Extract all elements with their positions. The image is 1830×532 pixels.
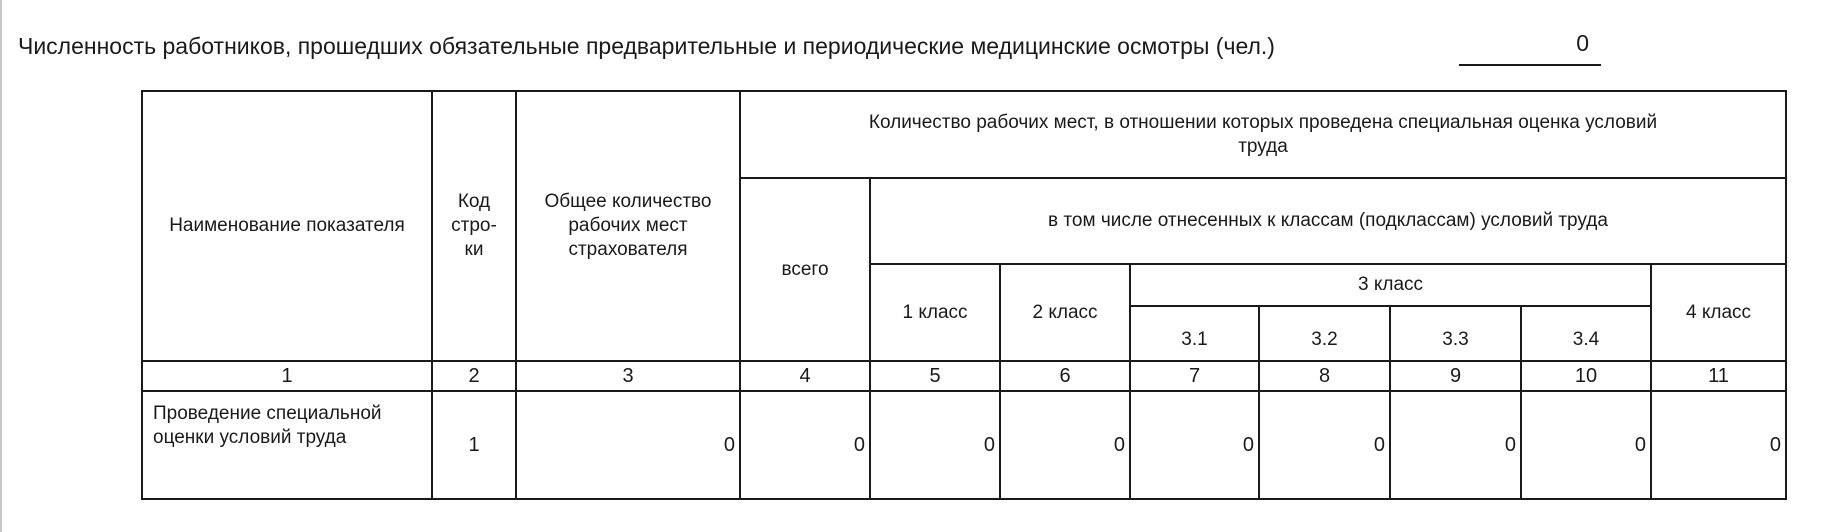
- cell-class1[interactable]: 0: [870, 391, 1000, 499]
- cell-class3-2[interactable]: 0: [1259, 391, 1390, 499]
- cell-class3-3[interactable]: 0: [1390, 391, 1521, 499]
- page-left-border: [0, 0, 2, 532]
- column-number: 10: [1521, 361, 1651, 391]
- header-class3-3: 3.3: [1390, 306, 1521, 361]
- special-assessment-table: [141, 90, 1787, 500]
- row-code: 1: [432, 391, 516, 499]
- column-number: 2: [432, 361, 516, 391]
- cell-total[interactable]: 0: [740, 391, 870, 499]
- header-class3-1: 3.1: [1130, 306, 1259, 361]
- header-class2: 2 класс: [1000, 264, 1130, 361]
- header-class1: 1 класс: [870, 264, 1000, 361]
- header-class3: 3 класс: [1130, 264, 1651, 306]
- column-number: 8: [1259, 361, 1390, 391]
- table-row: [142, 391, 1786, 499]
- header-by-class-group: в том числе отнесенных к классам (подклассам) условий труда: [870, 178, 1786, 264]
- column-number: 11: [1651, 361, 1786, 391]
- header-code-text: Код стро- ки: [451, 191, 497, 260]
- row-name: Проведение специальной оценки условий труда: [142, 391, 432, 499]
- cell-class3-1[interactable]: 0: [1130, 391, 1259, 499]
- medical-exam-value: 0: [1576, 30, 1589, 56]
- column-number: 5: [870, 361, 1000, 391]
- medical-exam-value-field[interactable]: [1459, 28, 1601, 58]
- cell-class3-4[interactable]: 0: [1521, 391, 1651, 499]
- column-number: 9: [1390, 361, 1521, 391]
- medical-exam-underline: [1459, 64, 1601, 66]
- header-code: [432, 91, 516, 361]
- header-class4: 4 класс: [1651, 264, 1786, 361]
- medical-exam-label: Численность работников, прошедших обязательные предварительные и периодические медицинские осмотры (чел.): [18, 33, 1275, 59]
- cell-class2[interactable]: 0: [1000, 391, 1130, 499]
- header-class3-4: 3.4: [1521, 306, 1651, 361]
- header-assessed-group-text: Количество рабочих мест, в отношении которых проведена специальная оценка условий труда: [868, 111, 1658, 157]
- header-total-workplaces: Общее количество рабочих мест страхователя: [516, 91, 740, 361]
- header-name: Наименование показателя: [142, 91, 432, 361]
- header-total: всего: [740, 178, 870, 361]
- cell-total-workplaces[interactable]: 0: [516, 391, 740, 499]
- header-assessed-group: [740, 91, 1786, 178]
- column-number: 1: [142, 361, 432, 391]
- column-number: 4: [740, 361, 870, 391]
- column-number: 6: [1000, 361, 1130, 391]
- header-class3-2: 3.2: [1259, 306, 1390, 361]
- column-number: 3: [516, 361, 740, 391]
- cell-class4[interactable]: 0: [1651, 391, 1786, 499]
- column-number: 7: [1130, 361, 1259, 391]
